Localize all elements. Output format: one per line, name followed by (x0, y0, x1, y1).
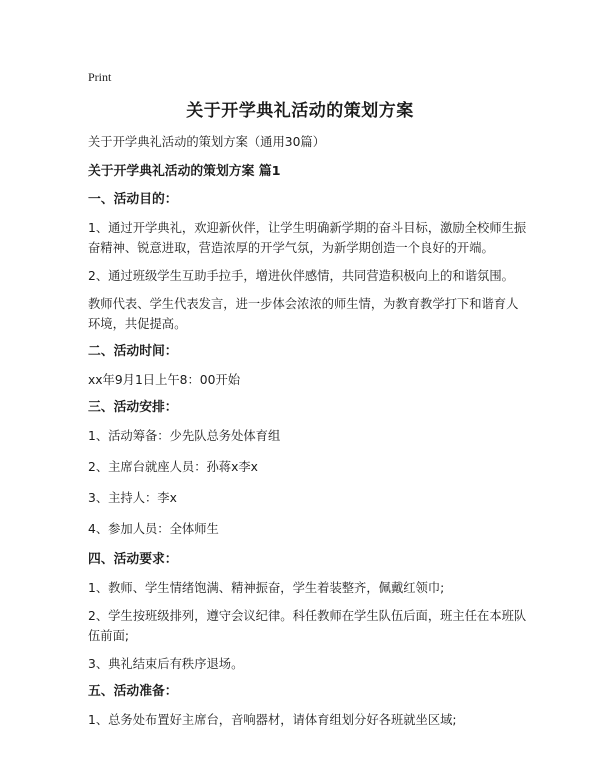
print-label[interactable]: Print (88, 70, 112, 84)
list-item: 2、学生按班级排列，遵守会议纪律。科任教师在学生队伍后面，班主任在本班队伍前面; (88, 609, 527, 643)
list-item: 1、教师、学生情绪饱满、精神振奋，学生着装整齐，佩戴红领巾; (88, 581, 445, 595)
section-heading-purpose: 一、活动目的： (88, 192, 178, 207)
paragraph: 教师代表、学生代表发言，进一步体会浓浓的师生情，为教育教学打下和谐育人环境，共促提高。 (88, 297, 519, 331)
article-heading: 关于开学典礼活动的策划方案 篇1 (88, 164, 281, 179)
document-subtitle: 关于开学典礼活动的策划方案（通用30篇） (88, 135, 325, 149)
section-heading-requirements: 四、活动要求： (88, 552, 178, 567)
paragraph: 1、通过开学典礼，欢迎新伙伴，让学生明确新学期的奋斗目标，激励全校师生振奋精神、锐意进取，营造浓厚的开学气氛，为新学期创造一个良好的开端。 (88, 221, 527, 255)
list-item: 1、活动筹备：少先队总务处体育组 (88, 429, 281, 443)
paragraph: 2、通过班级学生互助手拉手，增进伙伴感情，共同营造积极向上的和谐氛围。 (88, 269, 514, 283)
document-title: 关于开学典礼活动的策划方案 (186, 101, 414, 121)
list-item: 2、主席台就座人员：孙蒋x李x (88, 460, 258, 474)
section-heading-arrangement: 三、活动安排： (88, 400, 178, 415)
section-heading-time: 二、活动时间： (88, 344, 178, 359)
section-heading-preparation: 五、活动准备： (88, 684, 178, 699)
list-item: 4、参加人员：全体师生 (88, 522, 219, 536)
list-item: 3、典礼结束后有秩序退场。 (88, 657, 244, 671)
list-item: 1、总务处布置好主席台，音响器材，请体育组划分好各班就坐区域; (88, 713, 457, 727)
paragraph: xx年9月1日上午8：00开始 (88, 373, 241, 387)
list-item: 3、主持人：李x (88, 491, 177, 505)
document-body (88, 132, 528, 738)
